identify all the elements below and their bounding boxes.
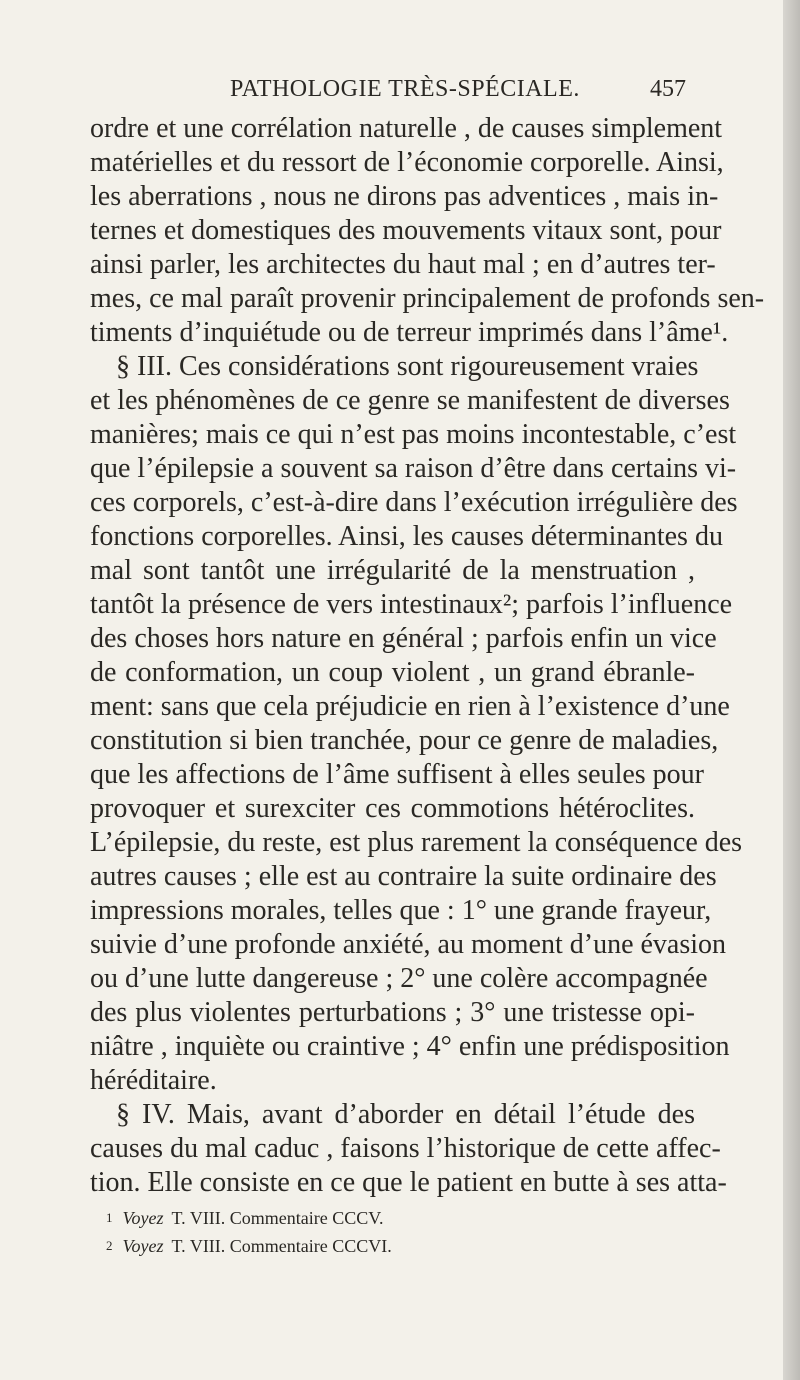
text-line: mal sont tantôt une irrégularité de la menstruation ,: [90, 555, 695, 586]
text-line: tantôt la présence de vers intestinaux²; parfois l’influence: [90, 589, 733, 620]
footnote: [106, 1232, 606, 1260]
footnotes: [106, 1204, 606, 1260]
section-heading-line: § III. Ces considérations sont rigoureusement vraies: [116, 351, 699, 382]
text-line: que l’épilepsie a souvent sa raison d’être dans certains vi-: [90, 453, 737, 484]
text-line: que les affections de l’âme suffisent à elles seules pour: [90, 759, 704, 790]
text-line: les aberrations , nous ne dirons pas adventices , mais in-: [90, 181, 719, 212]
footnote-ref: T. VIII. Commentaire CCCV.: [171, 1208, 384, 1228]
text-line: ordre et une corrélation naturelle , de causes simplement: [90, 113, 723, 144]
section-heading-line: § IV. Mais, avant d’aborder en détail l’étude des: [116, 1099, 695, 1130]
text-line: constitution si bien tranchée, pour ce genre de maladies,: [90, 725, 719, 756]
text-line: suivie d’une profonde anxiété, au moment d’une évasion: [90, 929, 727, 960]
footnote-mark: 2: [106, 1238, 113, 1253]
text-line: ces corporels, c’est-à-dire dans l’exécution irrégulière des: [90, 487, 738, 518]
text-line: des choses hors nature en général ; parfois enfin un vice: [90, 623, 717, 654]
footnote: [106, 1204, 606, 1232]
text-line: provoquer et surexciter ces commotions hétéroclites.: [90, 793, 695, 824]
text-line: ou d’une lutte dangereuse ; 2° une colère accompagnée: [90, 963, 708, 994]
text-line: tion. Elle consiste en ce que le patient en butte à ses atta-: [90, 1167, 727, 1198]
text-line: ment: sans que cela préjudicie en rien à l’existence d’une: [90, 691, 730, 722]
running-title: PATHOLOGIE TRÈS-SPÉCIALE.: [230, 76, 580, 102]
footnote-voyez: Voyez: [122, 1236, 164, 1256]
text-line: niâtre , inquiète ou craintive ; 4° enfin une prédisposition: [90, 1031, 730, 1062]
text-line: manières; mais ce qui n’est pas moins incontestable, c’est: [90, 419, 737, 450]
text-line: de conformation, un coup violent , un grand ébranle-: [90, 657, 695, 688]
body-text: [90, 112, 765, 1200]
text-line: héréditaire.: [90, 1065, 217, 1096]
text-line: L’épilepsie, du reste, est plus rarement la conséquence des: [90, 827, 743, 858]
text-line: des plus violentes perturbations ; 3° une tristesse opi-: [90, 997, 695, 1028]
text-line: ternes et domestiques des mouvements vitaux sont, pour: [90, 215, 722, 246]
footnote-voyez: Voyez: [122, 1208, 164, 1228]
text-line: ainsi parler, les architectes du haut mal ; en d’autres ter-: [90, 249, 716, 280]
text-line: mes, ce mal paraît provenir principalement de profonds sen-: [90, 283, 765, 314]
text-line: fonctions corporelles. Ainsi, les causes déterminantes du: [90, 521, 723, 552]
footnote-ref: T. VIII. Commentaire CCCVI.: [171, 1236, 392, 1256]
page-number: 457: [650, 76, 686, 102]
text-line: matérielles et du ressort de l’économie corporelle. Ainsi,: [90, 147, 724, 178]
page-edge: [783, 0, 800, 1380]
text-line: autres causes ; elle est au contraire la suite ordinaire des: [90, 861, 717, 892]
text-line: timents d’inquiétude ou de terreur imprimés dans l’âme¹.: [90, 317, 729, 348]
running-header: [92, 66, 692, 106]
text-line: et les phénomènes de ce genre se manifestent de diverses: [90, 385, 730, 416]
text-line: impressions morales, telles que : 1° une grande frayeur,: [90, 895, 712, 926]
footnote-mark: 1: [106, 1210, 113, 1225]
text-line: causes du mal caduc , faisons l’historique de cette affec-: [90, 1133, 721, 1164]
